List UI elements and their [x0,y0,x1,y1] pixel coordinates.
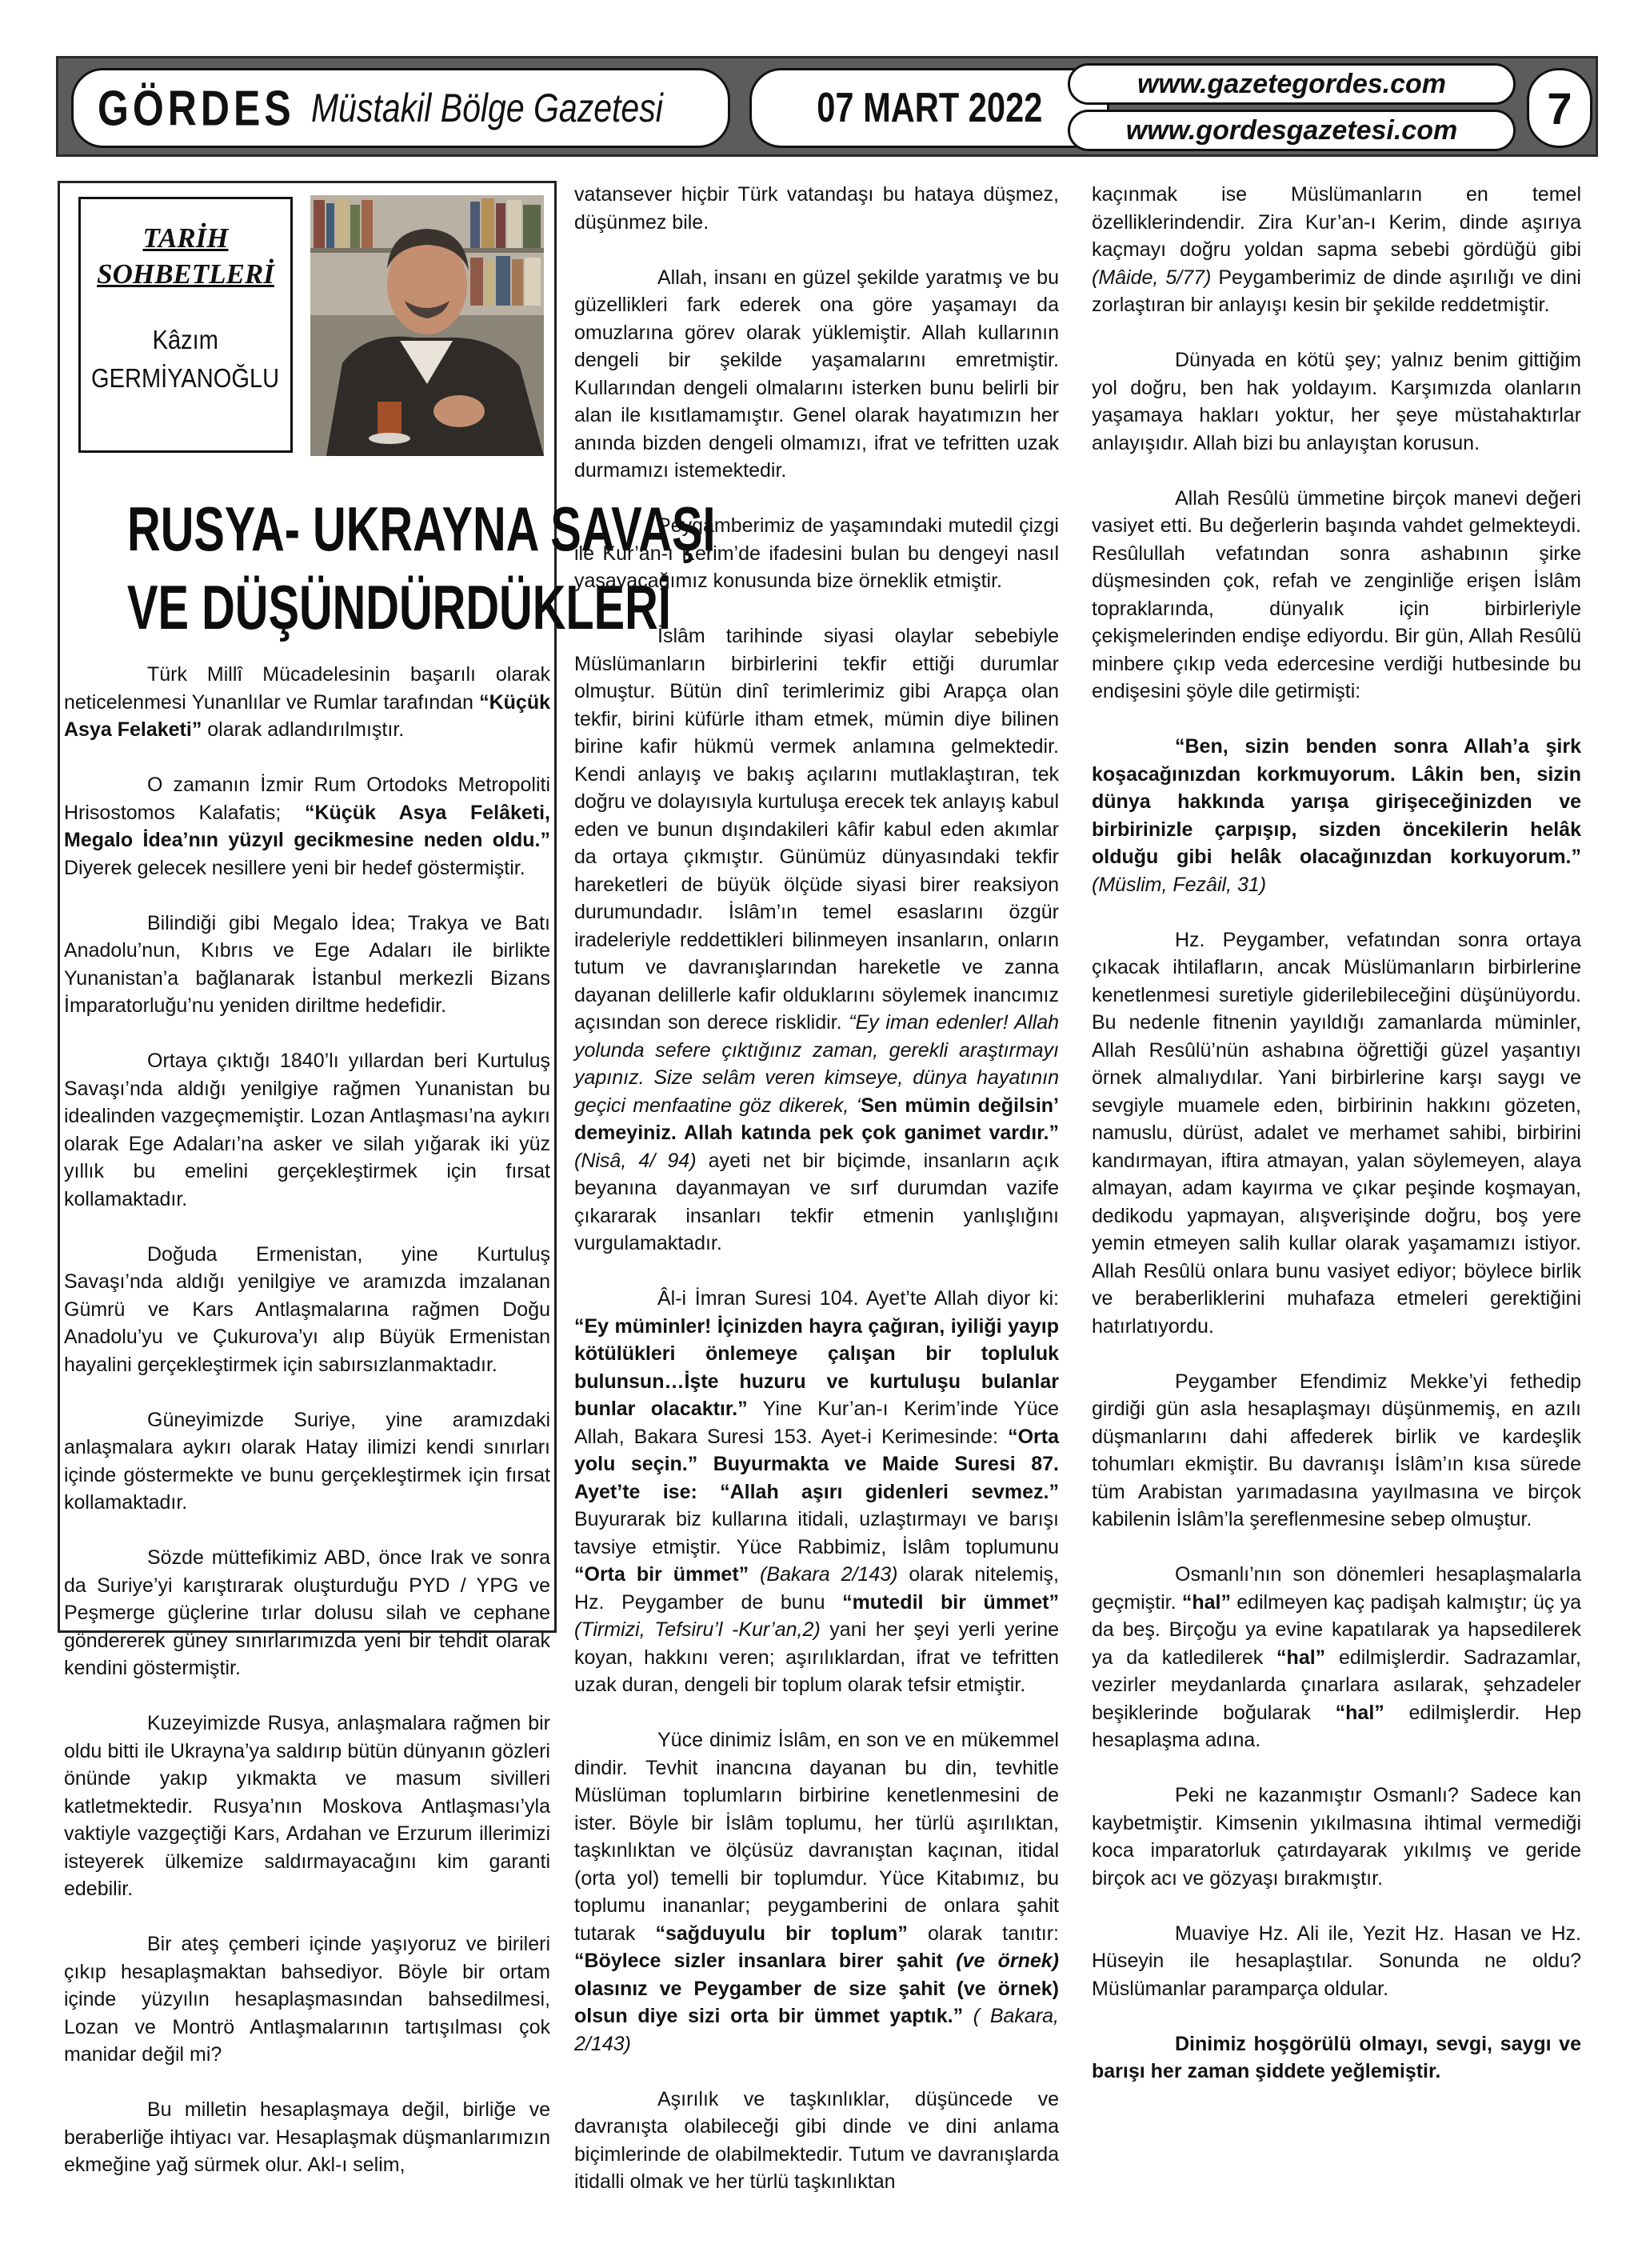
page-number-box [1527,68,1592,148]
text-run: Allah, insanı en güzel şekilde yaratmış ve bu güzellikleri fark ederek ona göre yaşamayı da omuzlarına görev olarak yüklemiştir. Allah kullarının dengeli bir şekilde yaşamalarını emretmiştir. Kullarından dengeli olmalarını isterken bunu belirli bir alan ile kısıtlamamıştır. Genel olarak hayatımızın her anında bizden dengeli olmamızı, ifrat ve tefritten uzak durmamızı istemektedir. [574,266,1059,482]
text-run: Peki ne kazanmıştır Osmanlı? Sadece kan kaybetmiştir. Kimsenin yıkılmasına ihtimal vermediği koca imparatorluk çatırdayarak yıkılmış ve geride birçok acı ve gözyaşı bırakmıştır. [1092,1784,1581,1890]
paragraph [1092,926,1581,1341]
masthead [56,56,1598,157]
paragraph [1092,181,1581,319]
text-run: Âl-i İmran Suresi 104. Ayet’te Allah diyor ki: [657,1287,1059,1310]
paragraph [64,1930,550,2069]
text-run: (Mâide, 5/77) [1092,266,1212,289]
text-run: Güneyimizde Suriye, yine aramızdaki anlaşmalara aykırı olarak Hatay ilimizi kendi sınırları içinde göstermekte ve bunu gerçekleştirmek için fırsat kollamaktadır. [64,1408,550,1514]
newspaper-name: GÖRDES [98,80,295,136]
text-run: İslâm tarihinde siyasi olaylar sebebiyle Müslümanların birbirlerini tekfir ettiği durumlar olmuştur. Bütün dinî terimlerimiz gibi Arapça olan tekfir, birini küfürle itham etmek, mümin diye bilinen birine kafir hükmü vermek anlamına gelmektedir. Kendi anlayış ve bakış açılarını mutlaklaştıran, tek doğru ve dolayısıyla kurtuluşa erecek tek anlayış kabul eden ve bunun dışındakileri kâfir kabul eden akımlar da ortaya çıkmıştır. Günümüz dünyasındaki tekfir hareketleri de büyük ölçüde siyasi birer reaksiyon durumundadır. İslâm’ın temel esaslarını özgür iradeleriyle reddettikleri bilinmeyen insanların, onların tutum ve davranışlarından hareketle ve zanna dayanan delillerle kafir olduklarını söylemek inancımız açısından son derece risklidir. [574,625,1059,1034]
text-run: edilmeyen kaç padişah kalmıştır; üç ya da beş. Birçoğu ya evine kapatılarak ya hapsedilerek ya da katledilerek [1092,1590,1581,1669]
text-run: Bu milletin hesaplaşmaya değil, birliğe ve beraberliğe ihtiyacı var. Hesaplaşmak düşmanlarımızın ekmeğine yağ sürmek olur. Akl-ı selim, [64,2098,550,2176]
author-photo [310,195,544,456]
text-run: Yine Kur’an-ı Kerim’inde Yüce Allah, Bakara Suresi 153. Ayet-i Kerimesinde: [574,1398,1059,1448]
text-run: edilmişlerdir. Hep hesaplaşma adına. [1092,1701,1582,1751]
text-run: (ve örnek) [956,1950,1060,1972]
text-run: Yüce dinimiz İslâm, en son ve en mükemmel dindir. Tevhit inancına dayanan bu din, tevhitle Müslüman toplumların birbirine kenetlenmesini de ister. Böyle bir İslâm toplumu, her türlü aşırılıktan, taşkınlıktan ve ölçüsüz davranıştan kaçınan, itidal (orta yol) temelli bir toplumdur. Yüce Kitabımız, bu toplumu inananlar; peygamberini de onlara şahit tutarak [574,1729,1059,1945]
paragraph [64,771,550,882]
paragraph [1092,733,1581,898]
paragraph [574,622,1059,1258]
headline-line-2: VE DÜŞÜNDÜRDÜKLERİ [127,572,671,642]
article-column-2 [574,181,1059,2196]
paragraph [64,1047,550,1213]
text-run: “hal” [1276,1646,1326,1669]
text-run: “Ey iman edenler! Allah yolunda sefere çıktığınız zaman, gerekli araştırmayı yapınız. Size selâm veren kimseye, dünya hayatının geçici menfaatine göz dikerek, ‘ [574,1011,1059,1117]
text-run: olarak adlandırılmıştır. [202,718,405,741]
paragraph [574,1285,1059,1699]
author-last-name: GERMİYANOĞLU [91,363,280,393]
website-url-1[interactable]: www.gazetegordes.com [1137,68,1447,99]
text-run: olasınız ve Peygamber de size şahit (ve örnek) olsun diye sizi orta bir ümmet yaptık.” [574,1977,1059,2027]
text-run: “hal” [1181,1590,1231,1614]
text-run: “Küçük Asya Felâketi, Megalo İdea’nın yüzyıl gecikmesine neden oldu.” [64,801,551,851]
issue-date-box [749,68,1109,148]
text-run: Ortaya çıktığı 1840’lı yıllardan beri Kurtuluş Savaşı’nda aldığı yenilgiye rağmen Yunanistan bu idealinden vazgeçmemiştir. Lozan Antlaşması’na aykırı olarak Ege Adaları’na asker ve silah yığarak iki yüz yıllık bu emelini gerçekleştirmek için fırsat kollamaktadır. [64,1050,550,1210]
text-run: (Müslim, Fezâil, 31) [1092,873,1267,896]
paragraph [64,1406,550,1517]
paragraph [574,2086,1059,2196]
website-link-1[interactable] [1068,63,1516,105]
text-run: (Tirmizi, Tefsiru’l -Kur’an,2) [574,1618,821,1641]
paragraph [574,264,1059,485]
paragraph [574,1726,1059,2058]
text-run: “sağduyulu bir toplum” [655,1922,908,1945]
text-run: yani her şeyi yerli yerine koyan, hakkını veren; aşırılıklardan, ifrat ve tefritten uzak duran, dengeli bir toplum olarak tefsir etmiştir. [574,1618,1059,1696]
text-run: Hz. Peygamber, vefatından sonra ortaya çıkacak ihtilafların, ancak Müslümanların birbirlerine kenetlenmesi suretiyle giderilebileceğini düşünüyordu. Bu nedenle fitnenin yayıldığı zamanlarda müminler, Allah Resûlü’nün ashabına öğrettiği güzel yaşantıyı örnek almalıydılar. Yani birbirlerine karşı saygı ve sevgiyle muamele eden, birbirinin hakkını gözeten, namuslu, dürüst, adalet ve merhamet sahibi, birbirini kandırmayan, iftira atmayan, yalan söylemeyen, alaya almayan, adam kayırma ve çıkar peşinde koşmayan, dedikodu yapmayan, alışverişinde doğru, boş yere yemin etmeyen salih kullar olarak yaşamamızı istiyor. Allah Resûlü onlara bunu vasiyet ediyor; böylece birlik ve beraberliklerini muhafaza etmeleri gerektiğini hatırlatıyordu. [1092,928,1581,1338]
paragraph [64,1241,550,1379]
text-run: (Bakara 2/143) [749,1563,898,1586]
text-run: Doğuda Ermenistan, yine Kurtuluş Savaşı’nda aldığı yenilgiye ve aramızda imzalanan Gümrü ve Kars Antlaşmalarına rağmen Doğu Anadolu’yu ve Çukurova’yı alıp Büyük Ermenistan hayalini gerçekleştirmek için sabırsızlanmaktadır. [64,1242,550,1376]
text-run: Bilindiği gibi Megalo İdea; Trakya ve Batı Anadolu’nun, Kıbrıs ve Ege Adaları ile birlikte Yunanistan’a bağlanarak İstanbul merkezli Bizans İmparatorluğu’nu yeniden diriltme hedefidir. [64,911,550,1017]
paragraph [1092,1920,1581,2003]
paragraph [64,661,550,744]
paragraph [64,1544,550,1682]
paragraph [574,181,1059,236]
text-run: Peygamberimiz de yaşamındaki mutedil çizgi ile Kur’an-ı Kerim’de ifadesini bulan bu dengeyi nasıl yaşayacağımız konusunda bize örneklik etmiştir. [574,514,1059,592]
text-run: Sözde müttefikimiz ABD, önce Irak ve sonra da Suriye’yi karıştırarak oluşturduğu PYD / YPG ve Peşmerge güçlerine tırlar dolusu silah ve cephane göndererek güney sınırlarımızda yeni bir tehdit olarak kendini göstermiştir. [64,1546,550,1679]
article-column-1 [64,661,550,2179]
website-link-2[interactable] [1068,110,1516,151]
paragraph [1092,485,1581,706]
text-run: Kuzeyimizde Rusya, anlaşmalara rağmen bir oldu bitti ile Ukrayna’ya saldırıp bütün dünyanın gözleri önünde yakıp yıkmakta ve masum sivilleri katletmektedir. Rusya’nın Moskova Antlaşması’yla vaktiyle vazgeçtiği Kars, Ardahan ve Erzurum illerimizi isteyerek ülkemize saldırmayacağını kim garanti edebilir. [64,1712,550,1900]
text-run: “Böylece sizler insanlara birer şahit [574,1950,957,1972]
text-run: (Nisâ, 4/ 94) [574,1149,697,1172]
paragraph [1092,2030,1581,2086]
text-run: “mutedil bir ümmet” [842,1590,1059,1614]
text-run: Osmanlı’nın son dönemleri hesaplaşmalarla geçmiştir. [1092,1563,1581,1614]
text-run: “Orta bir ümmet” [574,1563,749,1586]
text-run: Peygamber Efendimiz Mekke’yi fethedip girdiği gün asla hesaplaşmayı düşünmemiş, en azılı düşmanlarını dahi affederek birlik ve kardeşlik tohumları ekmiştir. Bu davranışı İslâm’ın kısa sürede tüm Arabistan yarımadasına yayılmasına ve birçok kabilenin İslâm’la şereflenmesine sebep olmuştur. [1092,1370,1581,1530]
paragraph [1092,1561,1581,1754]
text-run: olarak tanıtır: [907,1922,1059,1945]
issue-date: 07 MART 2022 [816,85,1043,131]
author-first-name: Kâzım [152,325,219,354]
paragraph [1092,1782,1581,1892]
article-headline [64,490,716,646]
text-run: Peygamberimiz de dinde aşırılığı ve dini zorlaştıran bir anlayışı kesin bir şekilde reddetmiştir. [1092,266,1581,316]
text-run: Aşırılık ve taşkınlıklar, düşüncede ve davranışta olabileceği gibi dinde ve dini anlama biçimlerinde de olabilmektedir. Tutum ve davranışlarda itidalli olmak ve her türlü taşkınlıktan [574,2087,1059,2193]
text-run: “Orta yolu seçin.” Buyurmakta ve Maide Suresi 87. Ayet’te ise: “Allah aşırı gidenleri sevmez.” [574,1425,1059,1503]
column-name-line-2: SOHBETLERİ [97,258,274,290]
paragraph [1092,346,1581,457]
text-run: Diyerek gelecek nesillere yeni bir hedef göstermiştir. [64,856,525,879]
text-run: Bir ateş çemberi içinde yaşıyoruz ve birileri çıkıp hesaplaşmaktan bahsediyor. Böyle bir ortam içinde yüzyılın hesaplaşmasından bahsedilmesi, Lozan ve Montrö Antlaşmalarının tartışılması çok manidar değil mi? [64,1933,550,2066]
text-run: Muaviye Hz. Ali ile, Yezit Hz. Hasan ve Hz. Hüseyin ile hesaplaştılar. Sonunda ne oldu? Müslümanlar paramparça oldular. [1092,1922,1581,2000]
text-run: vatansever hiçbir Türk vatandaşı bu hataya düşmez, düşünmez bile. [574,183,1059,234]
page-number: 7 [1547,82,1572,134]
masthead-title [71,68,730,148]
text-run: “hal” [1335,1701,1384,1724]
text-run: Buyurarak biz kullarına itidali, uzlaştırmayı ve barışı tavsiye etmiştir. Yüce Rabbimiz, İslâm toplumunu [574,1508,1059,1558]
column-tag [78,197,293,453]
text-run: ( Bakara, 2/143) [574,2005,1059,2055]
text-run: Allah Resûlü ümmetine birçok manevi değeri vasiyet etti. Bu değerlerin başında vahdet gelmekteydi. Resûlullah vefatından sonra ashabının şirke düşmesinden çok, refah ve zenginliğe erişen İslâm topraklarında, dünyalık için birbirleriyle çekişmelerinden endişe ediyordu. Bir gün, Allah Resûlü minbere çıkıp veda edercesine verdiği hutbesinde bu endişesini şöyle dile getirmişti: [1092,486,1581,702]
text-run: olarak nitelemiş, Hz. Peygamber de bunu [574,1563,1059,1614]
newspaper-subtitle: Müstakil Bölge Gazetesi [310,86,663,130]
headline-line-1: RUSYA- UKRAYNA SAVAŞI [127,494,716,564]
text-run: “Küçük Asya Felaketi” [64,690,550,741]
paragraph [1092,1368,1581,1534]
paragraph [64,1710,550,1903]
article-column-3 [1092,181,1581,2086]
text-run: edilmişlerdir. Sadrazamlar, vezirler meydanlarda çınarlara asılarak, şehzadeler beşiklerinde boğularak [1092,1646,1581,1724]
text-run: “Ey müminler! İçinizden hayra çağıran, iyiliği yayıp kötülükleri önlemeye çalışan bir topluluk bulunsun…İşte huzuru ve kurtuluşu bulanlar bunlar olacaktır.” [574,1314,1059,1420]
text-run: Dünyada en kötü şey; yalnız benim gittiğim yol doğru, ben hak yoldayım. Karşımızda olanların yaşamaya hakları yoktur, her şeye müstahaktırlar anlayışıdır. Allah bizi bu anlayıştan korusun. [1092,349,1581,454]
paragraph [64,2096,550,2179]
text-run: O zamanın İzmir Rum Ortodoks Metropoliti Hrisostomos Kalafatis; [64,774,550,824]
text-run: ayeti net bir biçimde, insanların açık beyanına dayanmayan ve sırf durumdan vazife çıkararak insanları tekfir etmenin yanlışlığını vurgulamaktadır. [574,1149,1059,1254]
author-portrait-image [310,195,544,456]
text-run: Türk Millî Mücadelesinin başarılı olarak neticelenmesi Yunanlılar ve Rumlar tarafından [64,663,550,714]
column-name-line-1: TARİH [142,222,229,254]
paragraph [574,512,1059,595]
text-run: Sen mümin değilsin’ demeyiniz. Allah katında pek çok ganimet vardır.” [574,1094,1059,1144]
website-url-2[interactable]: www.gordesgazetesi.com [1125,114,1458,146]
text-run: Dinimiz hoşgörülü olmayı, sevgi, saygı ve barışı her zaman şiddete yeğlemiştir. [1092,2032,1581,2082]
text-run: “Ben, sizin benden sonra Allah’a şirk koşacağınızdan korkmuyorum. Lâkin ben, sizin dünya hakkında yarışa girişeceğinizden ve birbirinizle çarpışıp, sizden öncekilerin helâk olduğu gibi helâk olacağınızdan korkuyorum.” [1092,735,1581,868]
text-run: kaçınmak ise Müslümanların en temel özelliklerindendir. Zira Kur’an-ı Kerim, dinde aşırıya kaçmayı doğru yoldan sapma sebebi gördüğü gibi [1092,183,1581,261]
paragraph [64,910,550,1020]
